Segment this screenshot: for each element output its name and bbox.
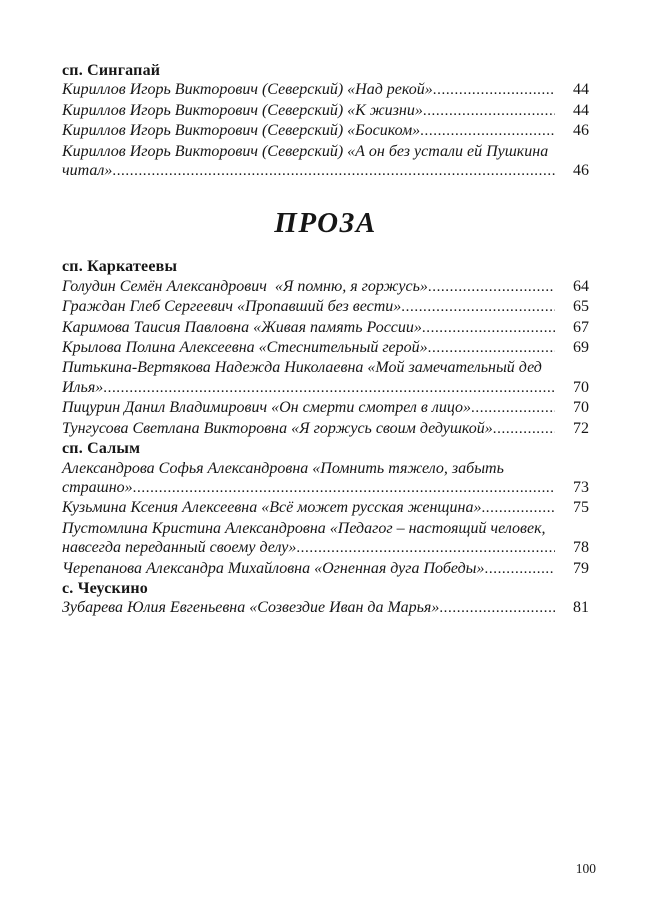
entry-title-text: Кириллов Игорь Викторович (Северский) «Босиком» <box>62 122 421 140</box>
entry-title-text: Кириллов Игорь Викторович (Северский) «К жизни» <box>62 101 423 119</box>
entry-page-number: 78 <box>573 539 589 557</box>
dot-leader <box>423 102 555 121</box>
toc-entry-line <box>62 538 589 558</box>
toc-entry-line <box>62 598 589 618</box>
entry-page-number: 79 <box>573 559 589 577</box>
entry-title-text: Крылова Полина Алексеевна «Стеснительный герой» <box>62 339 428 357</box>
entry-title-text: Кузьмина Ксения Алексеевна «Всё может русская женщина» <box>62 499 482 517</box>
toc-entry-line <box>62 338 589 358</box>
entry-page-number: 81 <box>573 599 589 617</box>
entry-page-number: 44 <box>573 81 589 99</box>
section-heading: сп. Сингапай <box>62 62 161 79</box>
entry-title-text: Илья» <box>62 378 104 396</box>
dot-leader <box>422 319 555 338</box>
entry-page-number: 73 <box>573 478 589 496</box>
entry-page-number: 65 <box>573 298 589 316</box>
entry-title-text: читал» <box>62 162 113 180</box>
dot-leader <box>103 379 555 398</box>
entry-title-text: Пустомлина Кристина Александровна «Педагог – настоящий человек, <box>62 519 546 537</box>
entry-title-text: Черепанова Александра Михайловна «Огненная дуга Победы» <box>62 559 485 577</box>
dot-leader <box>428 339 555 358</box>
entry-page-number: 67 <box>573 318 589 336</box>
page-number: 100 <box>575 861 596 876</box>
entry-page-number: 70 <box>573 399 589 417</box>
toc-entry-line <box>62 297 589 317</box>
toc-entry-line <box>62 519 589 538</box>
toc-entry-line <box>62 478 589 498</box>
dot-leader <box>471 399 555 418</box>
part-title: ПРОЗА <box>274 207 377 240</box>
entry-page-number: 44 <box>573 101 589 119</box>
section-heading: сп. Каркатеевы <box>62 258 178 276</box>
toc-entry-line <box>62 121 589 141</box>
entry-title-text: Пицурин Данил Владимирович «Он смерти смотрел в лицо» <box>62 399 472 417</box>
toc-entry-line <box>62 559 589 579</box>
dot-leader <box>433 81 555 100</box>
entry-title-text: Каримова Таисия Павловна «Живая память России» <box>62 318 422 336</box>
toc-entry-line <box>62 101 589 121</box>
entry-title-text: страшно» <box>62 478 133 496</box>
toc-entry-line <box>62 358 589 377</box>
dot-leader <box>481 499 555 518</box>
entry-page-number: 46 <box>573 162 589 180</box>
entry-title-text: Граждан Глеб Сергеевич «Пропавший без вести» <box>62 298 402 316</box>
toc-entry-line <box>62 398 589 418</box>
toc-entry-line <box>62 161 589 181</box>
entry-page-number: 69 <box>573 339 589 357</box>
entry-title-text: Александрова Софья Александровна «Помнить тяжело, забыть <box>62 459 504 477</box>
entry-title-text: Тунгусова Светлана Викторовна «Я горжусь своим дедушкой» <box>62 419 493 437</box>
toc-entry-line <box>62 142 589 161</box>
entry-title-text: Зубарева Юлия Евгеньевна «Созвездие Иван да Марья» <box>62 599 440 617</box>
dot-leader <box>112 162 555 181</box>
dot-leader <box>493 420 555 439</box>
entry-page-number: 64 <box>573 277 589 295</box>
toc-entry-line <box>62 459 589 478</box>
entry-title-text: Кириллов Игорь Викторович (Северский) «Над рекой» <box>62 81 433 99</box>
entry-page-number: 72 <box>573 419 589 437</box>
entry-title-text: Кириллов Игорь Викторович (Северский) «А он без устали ей Пушкина <box>62 142 549 160</box>
section-heading: сп. Салым <box>62 440 141 458</box>
toc <box>62 61 589 619</box>
toc-entry-line <box>62 498 589 518</box>
dot-leader <box>428 278 555 297</box>
section-heading: с. Чеускино <box>62 579 149 597</box>
toc-entry-line <box>62 318 589 338</box>
toc-entry-line <box>62 419 589 439</box>
dot-leader <box>439 599 555 618</box>
dot-leader <box>401 298 555 317</box>
dot-leader <box>420 122 555 141</box>
entry-page-number: 46 <box>573 122 589 140</box>
entry-title-text: Голудин Семён Александрович «Я помню, я горжусь» <box>62 277 428 295</box>
entry-title-text: навсегда переданный своему делу» <box>62 539 297 557</box>
dot-leader <box>133 479 555 498</box>
entry-page-number: 75 <box>573 499 589 517</box>
toc-entry-line <box>62 378 589 398</box>
toc-entry-line <box>62 80 589 100</box>
dot-leader <box>485 560 555 579</box>
entry-page-number: 70 <box>573 378 589 396</box>
entry-title-text: Питькина-Вертякова Надежда Николаевна «Мой замечательный дед <box>62 359 542 377</box>
dot-leader <box>296 539 555 558</box>
toc-entry-line <box>62 277 589 297</box>
